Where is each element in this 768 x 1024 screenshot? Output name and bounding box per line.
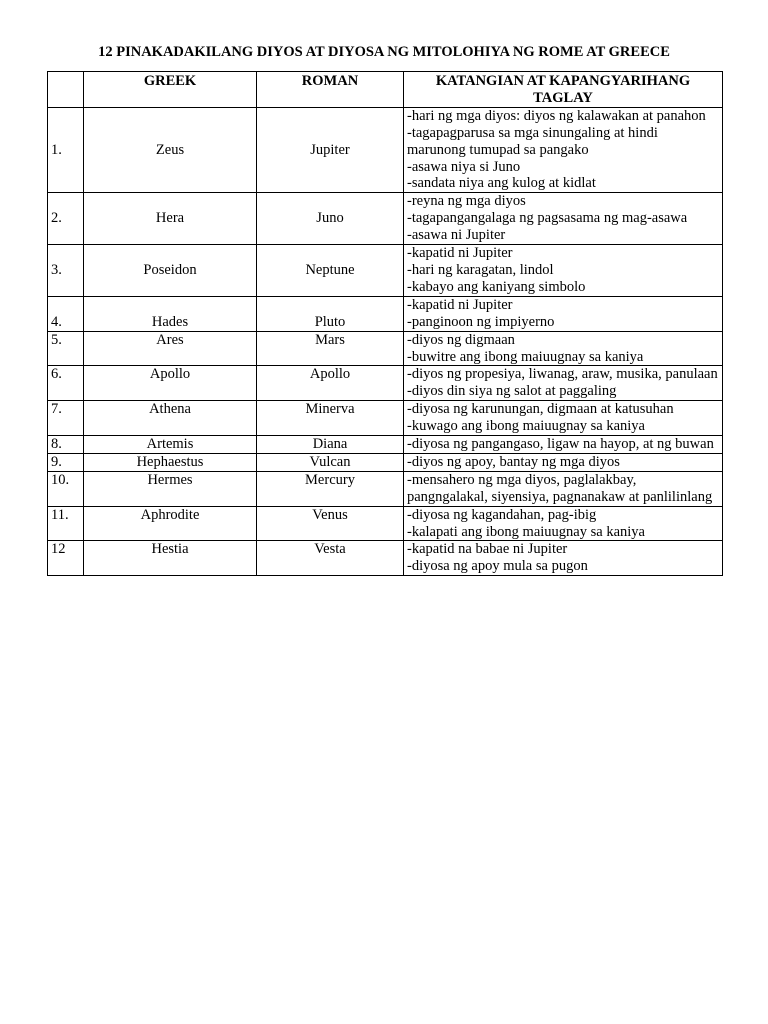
roman-name: Diana xyxy=(257,436,404,454)
roman-name: Mars xyxy=(257,331,404,366)
roman-name: Juno xyxy=(257,193,404,245)
row-number: 4. xyxy=(48,296,84,331)
attribute-line: -hari ng karagatan, lindol xyxy=(407,261,554,278)
attribute-line: -kapatid ni Jupiter xyxy=(407,245,513,262)
greek-name: Hera xyxy=(84,193,257,245)
attribute-line: -kabayo ang kaniyang simbolo xyxy=(407,278,586,295)
row-number: 6. xyxy=(48,366,84,401)
gods-table xyxy=(47,71,723,576)
greek-name: Hephaestus xyxy=(84,453,257,471)
table-row xyxy=(48,366,723,401)
row-number: 1. xyxy=(48,107,84,193)
header-number xyxy=(48,72,84,108)
table-row xyxy=(48,453,723,471)
attributes-cell xyxy=(404,471,723,506)
roman-name: Jupiter xyxy=(257,107,404,193)
attribute-line: -panginoon ng impiyerno xyxy=(407,313,555,330)
attribute-line: -diyosa ng karunungan, digmaan at katusuhan xyxy=(407,401,674,418)
attribute-line: -kapatid na babae ni Jupiter xyxy=(407,541,568,558)
attribute-line: -diyos ng apoy, bantay ng mga diyos xyxy=(407,453,620,470)
table-row xyxy=(48,506,723,541)
row-number: 9. xyxy=(48,453,84,471)
header-greek: GREEK xyxy=(84,72,257,108)
page-title: 12 PINAKADAKILANG DIYOS AT DIYOSA NG MITOLOHIYA NG ROME AT GREECE xyxy=(98,44,670,60)
attributes-cell xyxy=(404,193,723,245)
table-row xyxy=(48,471,723,506)
table-row xyxy=(48,401,723,436)
attributes-cell xyxy=(404,245,723,297)
attribute-line: -kalapati ang ibong maiuugnay sa kaniya xyxy=(407,523,645,540)
roman-name: Mercury xyxy=(257,471,404,506)
row-number: 5. xyxy=(48,331,84,366)
attribute-line: -diyosa ng apoy mula sa pugon xyxy=(407,558,588,575)
table-row xyxy=(48,107,723,193)
attribute-line: -tagapagparusa sa mga sinungaling at hindi marunong tumupad sa pangako xyxy=(407,124,658,158)
table-row xyxy=(48,296,723,331)
attribute-line: -diyosa ng kagandahan, pag-ibig xyxy=(407,506,597,523)
table-header-row xyxy=(48,72,723,108)
row-number: 8. xyxy=(48,436,84,454)
greek-name: Apollo xyxy=(84,366,257,401)
attribute-line: -kapatid ni Jupiter xyxy=(407,296,513,313)
attribute-line: -diyosa ng pangangaso, ligaw na hayop, at ng buwan xyxy=(407,436,714,453)
table-row xyxy=(48,245,723,297)
greek-name: Aphrodite xyxy=(84,506,257,541)
greek-name: Hestia xyxy=(84,541,257,576)
greek-name: Ares xyxy=(84,331,257,366)
attributes-cell xyxy=(404,366,723,401)
attributes-cell xyxy=(404,436,723,454)
roman-name: Apollo xyxy=(257,366,404,401)
roman-name: Pluto xyxy=(257,296,404,331)
attributes-cell xyxy=(404,107,723,193)
attribute-line: -sandata niya ang kulog at kidlat xyxy=(407,175,596,192)
row-number: 10. xyxy=(48,471,84,506)
table-row xyxy=(48,436,723,454)
attributes-cell xyxy=(404,296,723,331)
header-roman: ROMAN xyxy=(257,72,404,108)
attribute-line: -diyos din siya ng salot at paggaling xyxy=(407,383,617,400)
greek-name: Artemis xyxy=(84,436,257,454)
table-row xyxy=(48,193,723,245)
roman-name: Vesta xyxy=(257,541,404,576)
attribute-line: -diyos ng propesiya, liwanag, araw, musika, panulaan xyxy=(407,366,718,383)
attributes-cell xyxy=(404,506,723,541)
attribute-line: -asawa ni Jupiter xyxy=(407,227,506,244)
table-row xyxy=(48,541,723,576)
attributes-cell xyxy=(404,401,723,436)
attributes-cell xyxy=(404,453,723,471)
attribute-line: -mensahero ng mga diyos, paglalakbay, pangngalakal, siyensiya, pagnanakaw at panlilinlang xyxy=(407,471,713,505)
attributes-cell xyxy=(404,541,723,576)
greek-name: Hades xyxy=(84,296,257,331)
table-row xyxy=(48,331,723,366)
attribute-line: -buwitre ang ibong maiuugnay sa kaniya xyxy=(407,348,644,365)
row-number: 11. xyxy=(48,506,84,541)
attribute-line: -reyna ng mga diyos xyxy=(407,193,526,210)
attribute-line: -diyos ng digmaan xyxy=(407,331,515,348)
attributes-cell xyxy=(404,331,723,366)
greek-name: Zeus xyxy=(84,107,257,193)
attribute-line: -hari ng mga diyos: diyos ng kalawakan at panahon xyxy=(407,107,706,124)
row-number: 12 xyxy=(48,541,84,576)
greek-name: Hermes xyxy=(84,471,257,506)
attribute-line: -asawa niya si Juno xyxy=(407,158,521,175)
attribute-line: -tagapangangalaga ng pagsasama ng mag-asawa xyxy=(407,210,688,227)
roman-name: Vulcan xyxy=(257,453,404,471)
header-attributes: KATANGIAN AT KAPANGYARIHANG TAGLAY xyxy=(404,72,723,108)
row-number: 7. xyxy=(48,401,84,436)
row-number: 3. xyxy=(48,245,84,297)
roman-name: Venus xyxy=(257,506,404,541)
greek-name: Athena xyxy=(84,401,257,436)
row-number: 2. xyxy=(48,193,84,245)
greek-name: Poseidon xyxy=(84,245,257,297)
roman-name: Minerva xyxy=(257,401,404,436)
roman-name: Neptune xyxy=(257,245,404,297)
attribute-line: -kuwago ang ibong maiuugnay sa kaniya xyxy=(407,418,645,435)
